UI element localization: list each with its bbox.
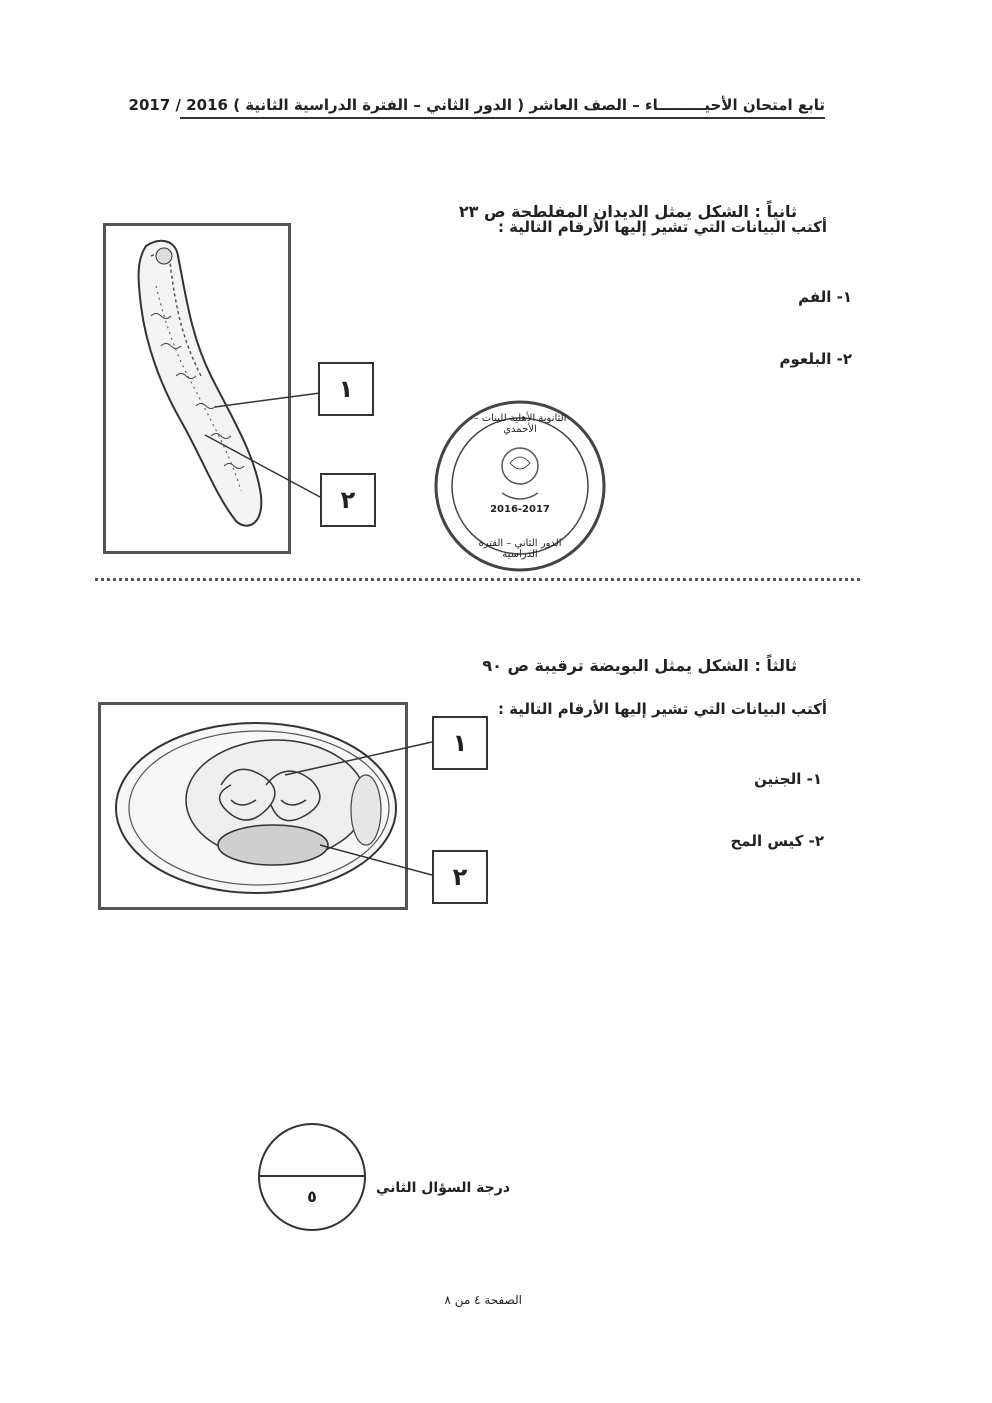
- score-label: درجة السؤال الثاني: [375, 1180, 510, 1196]
- flatworm-label-2: ٢: [320, 473, 376, 527]
- question2-answer-1: ١- الفم: [798, 288, 852, 306]
- egg-label-1: ١: [432, 716, 488, 770]
- question2-instruction: أكتب البيانات التي تشير إليها الأرقام التالية :: [497, 218, 827, 236]
- flatworm-label-1: ١: [318, 362, 374, 416]
- question2-answer-2: ٢- البلعوم: [779, 350, 852, 368]
- stamp-top-text: الثانوية الأهلية للبنات – الأحمدي: [473, 413, 567, 435]
- question2-title: ثانياً : الشكل يمثل الديدان المفلطحة ص ٢٣: [458, 202, 797, 221]
- score-value: ٥: [307, 1187, 317, 1206]
- question3-title: ثالثاً : الشكل يمثل البويضة ترقيبة ص ٩٠: [482, 656, 797, 675]
- page-number: الصفحة ٤ من ٨: [444, 1293, 522, 1307]
- egg-label-2: ٢: [432, 850, 488, 904]
- question3-answer-1: ١- الجنين: [754, 770, 822, 788]
- stamp-bottom-text: الدور الثاني – الفترة الدراسية: [478, 538, 562, 560]
- stamp-year: 2016-2017: [490, 504, 550, 515]
- exam-header: تابع امتحان الأحيـــــــــاء – الصف العاشر ( الدور الثاني – الفترة الدراسية الثانية ) 2016 / 2017: [180, 96, 825, 119]
- score-circle: [258, 1123, 366, 1231]
- question3-answer-2: ٢- كيس المح: [730, 832, 824, 850]
- score-divider-line: [260, 1175, 364, 1177]
- question3-instruction: أكتب البيانات التي تشير إليها الأرقام التالية :: [497, 700, 827, 718]
